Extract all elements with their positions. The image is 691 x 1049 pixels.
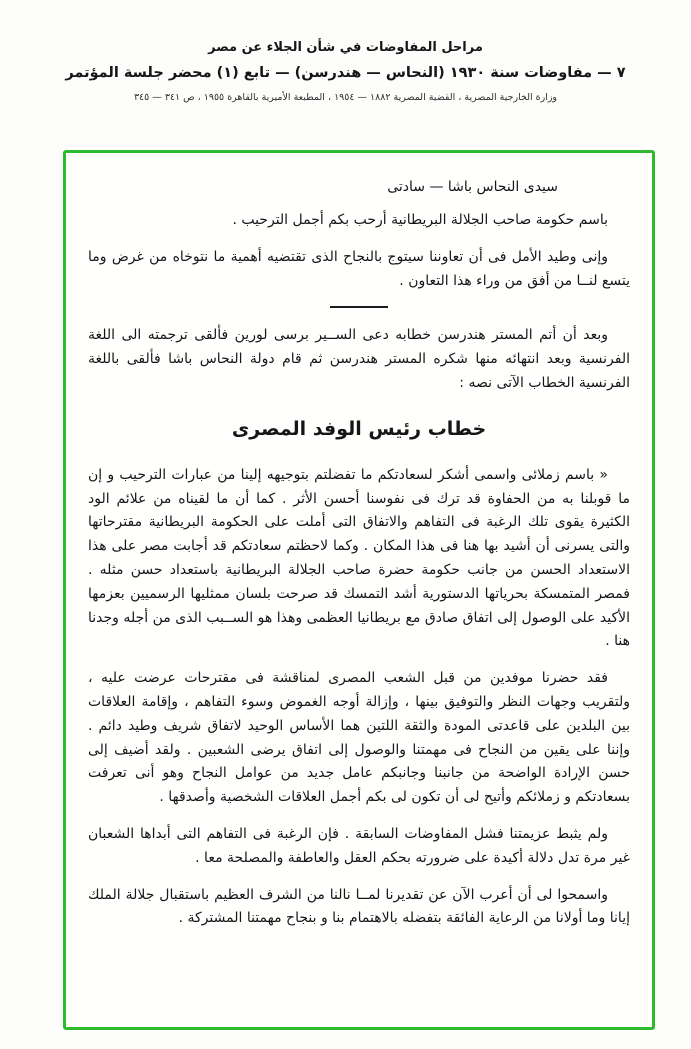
page-header — [0, 0, 691, 103]
speech-paragraph-2: فقد حضرنا موفدين من قبل الشعب المصرى لمناقشة فى مقترحات عرضت عليه ، ولتقريب وجهات النظر والتوفيق بينها ، وإزالة أوجه الغموض وسوء التفاهم ، وإقامة العلاقات بين البلدين على قاعدتى المودة والثقة اللتين هما الأساس الوحيد لاتفاق شريف وطيد دائم . وإننا على يقين من النجاح فى مهمتنا والوصول إلى اتفاق يرضى الشعبين . ولقد أضيف إلى حسن الإرادة الواضحة من جانبنا وجانبكم عامل جديد من عوامل النجاح وهو أنى تعرفت بسعادتكم و زملائكم وأتيح لى أن تكون لى بكم أجمل العلاقات الشخصية وأصدقها . — [88, 670, 630, 806]
welcome-paragraph: باسم حكومة صاحب الجلالة البريطانية أرحب بكم أجمل الترحيب . — [232, 212, 608, 228]
speech-title: خطاب رئيس الوفد المصرى — [231, 417, 487, 440]
hope-paragraph: وإنى وطيد الأمل فى أن تعاوننا سيتوج بالنجاح الذى تقتضيه أهمية ما نتوخاه من غرض وما يتسع لنــا من أفق من وراء هذا التعاون . — [88, 248, 630, 289]
salutation-line: سيدى النحاس باشا — سادتى — [387, 179, 558, 195]
speech-paragraph-3: ولم يثبط عزيمتنا فشل المفاوضات السابقة . فإن الرغبة فى التفاهم التى أبداها الشعبان غير مرة تدل دلالة أكيدة على ضرورته بحكم العقل والعاطفة والمصلحة معا . — [88, 825, 630, 866]
speech-paragraph-1: « باسم زملائى واسمى أشكر لسعادتكم ما تفضلتم بتوجيهه إلينا من عبارات الترحيب و إن ما قوبلنا به من الحفاوة قد ترك فى نفوسنا أحسن الأثر . كما أن ما لقيناه من علائم الود الكثيرة يقوى تلك الرغبة فى التفاهم والاتفاق التى أملت على الحكومة البريطانية مقترحاتها والتى يسرنى أن أشيد بها هنا فى هذا المكان . وكما لاحظتم سعادتكم قد أجابت مصر على هذا الاستعداد الحسن من جانب حكومة حضرة صاحب الجلالة البريطانية باستعداد حسن مثله . فمصر المتمسكة بحرياتها الدستورية أشد التمسك قد صرحت بلسان ممثليها الرسميين بعزمها الأكيد على الوصول إلى اتفاق صادق مع بريطانيا العظمى وهذا هو الســبب الذى من أجله وجدنا هنا . — [88, 466, 630, 650]
section-divider — [330, 306, 388, 308]
page-title: مراحل المفاوضات في شأن الجلاء عن مصر — [208, 40, 483, 55]
speech-paragraph-4: واسمحوا لى أن أعرب الآن عن تقديرنا لمــا نالنا من الشرف العظيم باستقبال جلالة الملك إيانا وما أولانا من الرعاية الفائقة بتفضله بالاهتمام بنا و بنجاح مهمتنا المشتركة . — [88, 886, 630, 927]
narration-paragraph: وبعد أن أتم المستر هندرسن خطابه دعى الســير برسى لورين فألقى ترجمته الى اللغة الفرنسية وبعد انتهائه منها شكره المستر هندرسن ثم قام دولة النحاس باشا فألقى باللغة الفرنسية الخطاب الآتى نصه : — [88, 327, 630, 391]
scan-border-frame — [63, 150, 655, 1030]
source-citation: وزارة الخارجية المصرية ، القضية المصرية ١٨٨٢ — ١٩٥٤ ، المطبعة الأميرية بالقاهرة ١٩٥٥ ، ص ٣٤١ — ٣٤٥ — [133, 92, 558, 103]
page-subtitle: ٧ — مفاوضات سنة ١٩٣٠ (النحاس — هندرسن) — تابع (١) محضر جلسة المؤتمر — [65, 65, 626, 81]
